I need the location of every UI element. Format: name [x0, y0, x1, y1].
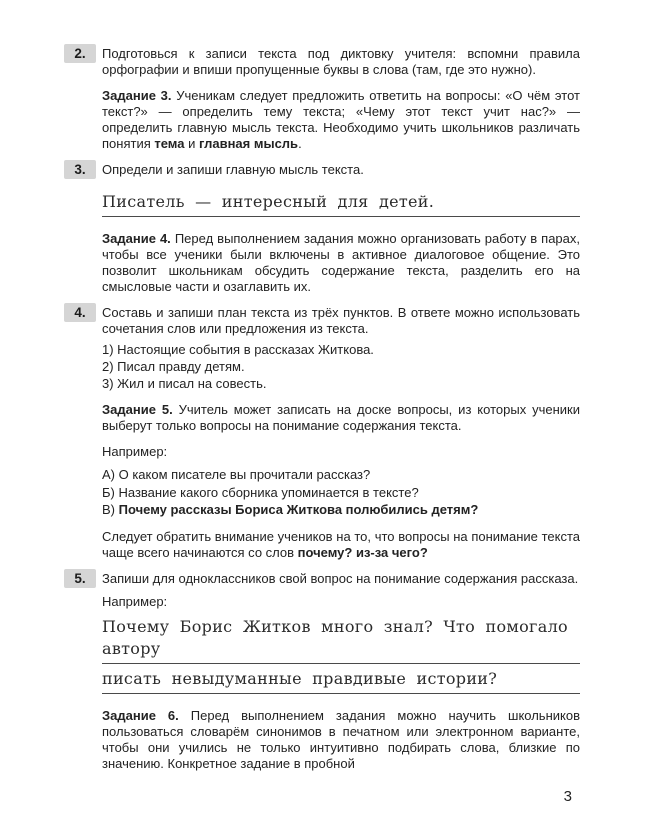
- task-5-question-options: [102, 466, 580, 519]
- exercise-4-number-badge: 4.: [64, 303, 96, 322]
- task-6-label: Задание 6.: [102, 707, 179, 723]
- task-3-bold-main-idea: главная мысль: [199, 136, 299, 151]
- task-5-note: [102, 529, 580, 561]
- exercise-5-text: Запиши для одноклассников свой вопрос на понимание содержания рассказа.: [102, 570, 579, 586]
- exercise-5-number-badge: 5.: [64, 569, 96, 588]
- exercise-5: [64, 571, 580, 588]
- task-5-paragraph: [102, 402, 580, 434]
- exercise-2: [64, 46, 580, 78]
- plan-item-1: 1) Настоящие события в рассказах Житкова.: [102, 342, 374, 357]
- exercise-4-plan-list: [102, 341, 580, 392]
- task-3-paragraph: [102, 88, 580, 152]
- task-5-note-text: Следует обратить внимание учеников на то, что вопросы на понимание текста чаще всего начинаются со слов: [102, 528, 580, 560]
- exercise-3: [64, 162, 580, 179]
- option-a: А) О каком писателе вы прочитали рассказ?: [102, 467, 371, 482]
- option-v: [102, 501, 580, 519]
- option-b: Б) Название какого сборника упоминается в тексте?: [102, 484, 419, 500]
- exercise-2-text: Подготовься к записи текста под диктовку учителя: вспомни правила орфографии и впиши пропущенные буквы в слова (там, где это нужно).: [102, 46, 580, 77]
- task-4-paragraph: [102, 231, 580, 295]
- plan-item-3: 3) Жил и писал на совесть.: [102, 376, 267, 391]
- task-4-text: Перед выполнением задания можно организовать работу в парах, чтобы все ученики были включены в активное диалоговое общение. Это позволит школьникам обсудить содержание текста, разделить его на смысловые части и озаглавить их.: [102, 231, 580, 294]
- task-6-paragraph: [102, 708, 580, 772]
- answer-own-question-line-2: писать невыдуманные правдивые истории?: [102, 666, 580, 694]
- exercise-3-number-badge: 3.: [64, 160, 96, 179]
- task-3-text-2: и: [188, 136, 196, 151]
- option-v-question: Почему рассказы Бориса Житкова полюбились детям?: [118, 502, 479, 517]
- task-3-text-3: .: [298, 136, 302, 151]
- task-5-label: Задание 5.: [102, 402, 173, 417]
- task-4-label: Задание 4.: [102, 231, 171, 246]
- task-5-note-bold: почему? из-за чего?: [297, 544, 428, 560]
- page-number: 3: [563, 788, 572, 805]
- task-3-label: Задание 3.: [102, 88, 172, 103]
- exercise-3-text: Определи и запиши главную мысль текста.: [102, 162, 364, 177]
- task-3-text-1: Ученикам следует предложить ответить на вопросы: «О чём этот текст?» — определить тему текста; «Чему этот текст учит нас?» — определить главную мысль текста. Необходимо учить школьников различать понятия: [102, 88, 580, 151]
- answer-own-question: [102, 614, 580, 694]
- option-v-prefix: В): [102, 502, 115, 517]
- plan-item-2: 2) Писал правду детям.: [102, 359, 245, 374]
- exercise-5-for-example: Например:: [102, 593, 168, 609]
- answer-main-idea-line: Писатель — интересный для детей.: [102, 189, 580, 217]
- exercise-4-text: Составь и запиши план текста из трёх пунктов. В ответе можно использовать сочетания слов или предложения из текста.: [102, 305, 580, 336]
- task-6-text: Перед выполнением задания можно научить школьников пользоваться словарём синонимов в печатном или электронном варианте, чтобы они учились не только интуитивно подбирать слова, близкие по значению. Конкретное задание в пробной: [102, 707, 580, 771]
- answer-main-idea: [102, 189, 580, 217]
- exercise-2-number-badge: 2.: [64, 44, 96, 63]
- task-3-bold-tema: тема: [154, 136, 185, 151]
- answer-own-question-line-1: Почему Борис Житков много знал? Что помогало автору: [102, 614, 580, 664]
- exercise-4: [64, 305, 580, 337]
- page-content: [64, 46, 580, 782]
- task-5-text: Учитель может записать на доске вопросы, из которых ученики выберут только вопросы на понимание содержания текста.: [102, 402, 580, 433]
- task-5-for-example: Например:: [102, 444, 168, 459]
